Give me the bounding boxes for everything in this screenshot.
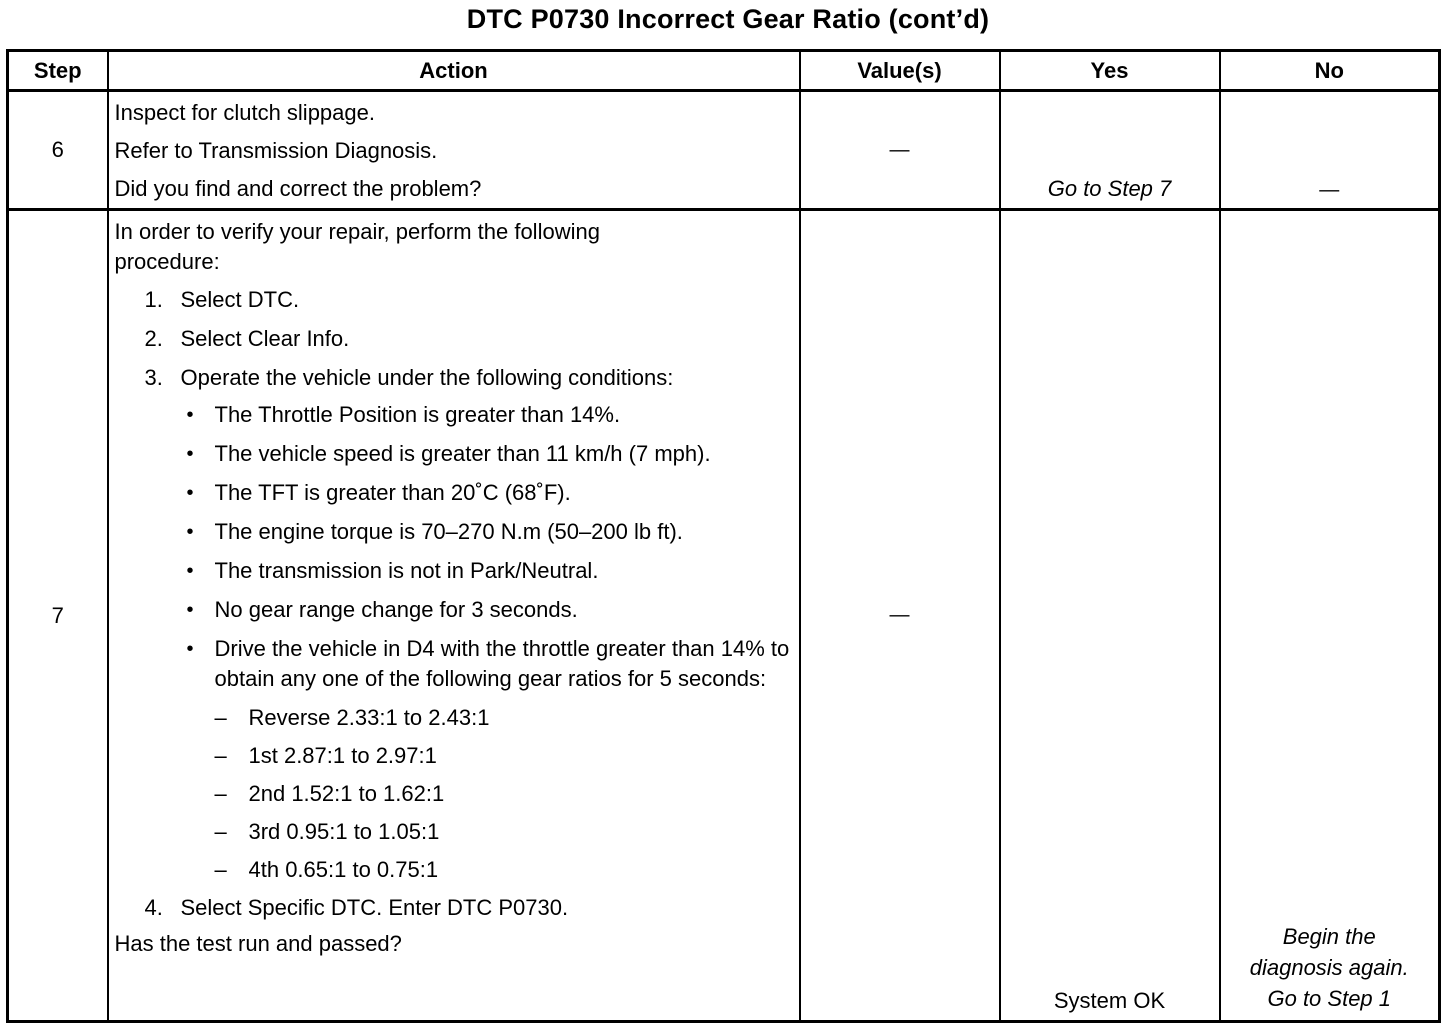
bullet-icon: •: [186, 560, 194, 582]
values-cell: —: [800, 210, 1000, 1022]
gear-ratio-item: – 3rd 0.95:1 to 1.05:1: [115, 817, 791, 847]
numbered-step: 4. Select Specific DTC. Enter DTC P0730.: [144, 895, 569, 920]
action-line: Refer to Transmission Diagnosis.: [114, 138, 438, 163]
action-question: Has the test run and passed?: [114, 931, 402, 956]
numbered-step: 3. Operate the vehicle under the following conditions:: [144, 365, 674, 390]
step-number: 6: [8, 91, 108, 210]
bullet-icon: •: [186, 521, 194, 543]
numbered-step: 2. Select Clear Info.: [144, 326, 350, 351]
no-cell: Begin the diagnosis again. Go to Step 1: [1220, 210, 1440, 1022]
header-row: [8, 51, 1440, 91]
dash-icon: –: [214, 819, 227, 844]
gear-ratio-item: – Reverse 2.33:1 to 2.43:1: [115, 703, 791, 733]
dash-icon: –: [214, 857, 227, 882]
bullet-icon: •: [186, 404, 194, 426]
yes-cell: System OK: [1000, 210, 1220, 1022]
values-cell: —: [800, 91, 1000, 210]
action-line: Inspect for clutch slippage.: [114, 100, 375, 125]
header-action: Action: [108, 51, 800, 91]
table-row-step-6: [8, 91, 1440, 210]
table-row-step-7: [8, 210, 1440, 1022]
dash-icon: –: [214, 743, 227, 768]
diagnostic-table: [6, 49, 1441, 1023]
condition-bullet: • The transmission is not in Park/Neutral.: [115, 556, 791, 586]
bullet-icon: •: [186, 599, 194, 621]
action-cell: [108, 91, 800, 210]
condition-bullet: • The TFT is greater than 20˚C (68˚F).: [115, 478, 791, 508]
condition-bullet: • The vehicle speed is greater than 11 km/h (7 mph).: [115, 439, 715, 469]
numbered-step: 1. Select DTC.: [144, 287, 300, 312]
header-values: Value(s): [800, 51, 1000, 91]
header-step: Step: [8, 51, 108, 91]
dash-icon: –: [214, 781, 227, 806]
yes-cell: Go to Step 7: [1000, 91, 1220, 210]
action-question: Did you find and correct the problem?: [114, 176, 482, 201]
page-title: DTC P0730 Incorrect Gear Ratio (cont’d): [466, 4, 990, 34]
dash-icon: –: [214, 705, 227, 730]
bullet-icon: •: [186, 443, 194, 465]
step-number: 7: [8, 210, 108, 1022]
condition-bullet: • The engine torque is 70–270 N.m (50–200 lb ft).: [115, 517, 791, 547]
action-cell: [108, 210, 800, 1022]
bullet-icon: •: [186, 482, 194, 504]
header-yes: Yes: [1000, 51, 1220, 91]
header-no: No: [1220, 51, 1440, 91]
gear-ratio-item: – 4th 0.65:1 to 0.75:1: [115, 855, 791, 885]
condition-bullet: • The Throttle Position is greater than 14%.: [115, 400, 791, 430]
condition-bullet: • No gear range change for 3 seconds.: [115, 595, 791, 625]
action-intro: In order to verify your repair, perform the following procedure:: [114, 219, 600, 274]
no-cell: —: [1220, 91, 1440, 210]
gear-ratio-item: – 1st 2.87:1 to 2.97:1: [115, 741, 791, 771]
condition-bullet: • Drive the vehicle in D4 with the throttle greater than 14% to obtain any one of the following gear ratios for 5 seconds:: [186, 636, 790, 691]
gear-ratio-item: – 2nd 1.52:1 to 1.62:1: [115, 779, 791, 809]
bullet-icon: •: [186, 638, 194, 660]
